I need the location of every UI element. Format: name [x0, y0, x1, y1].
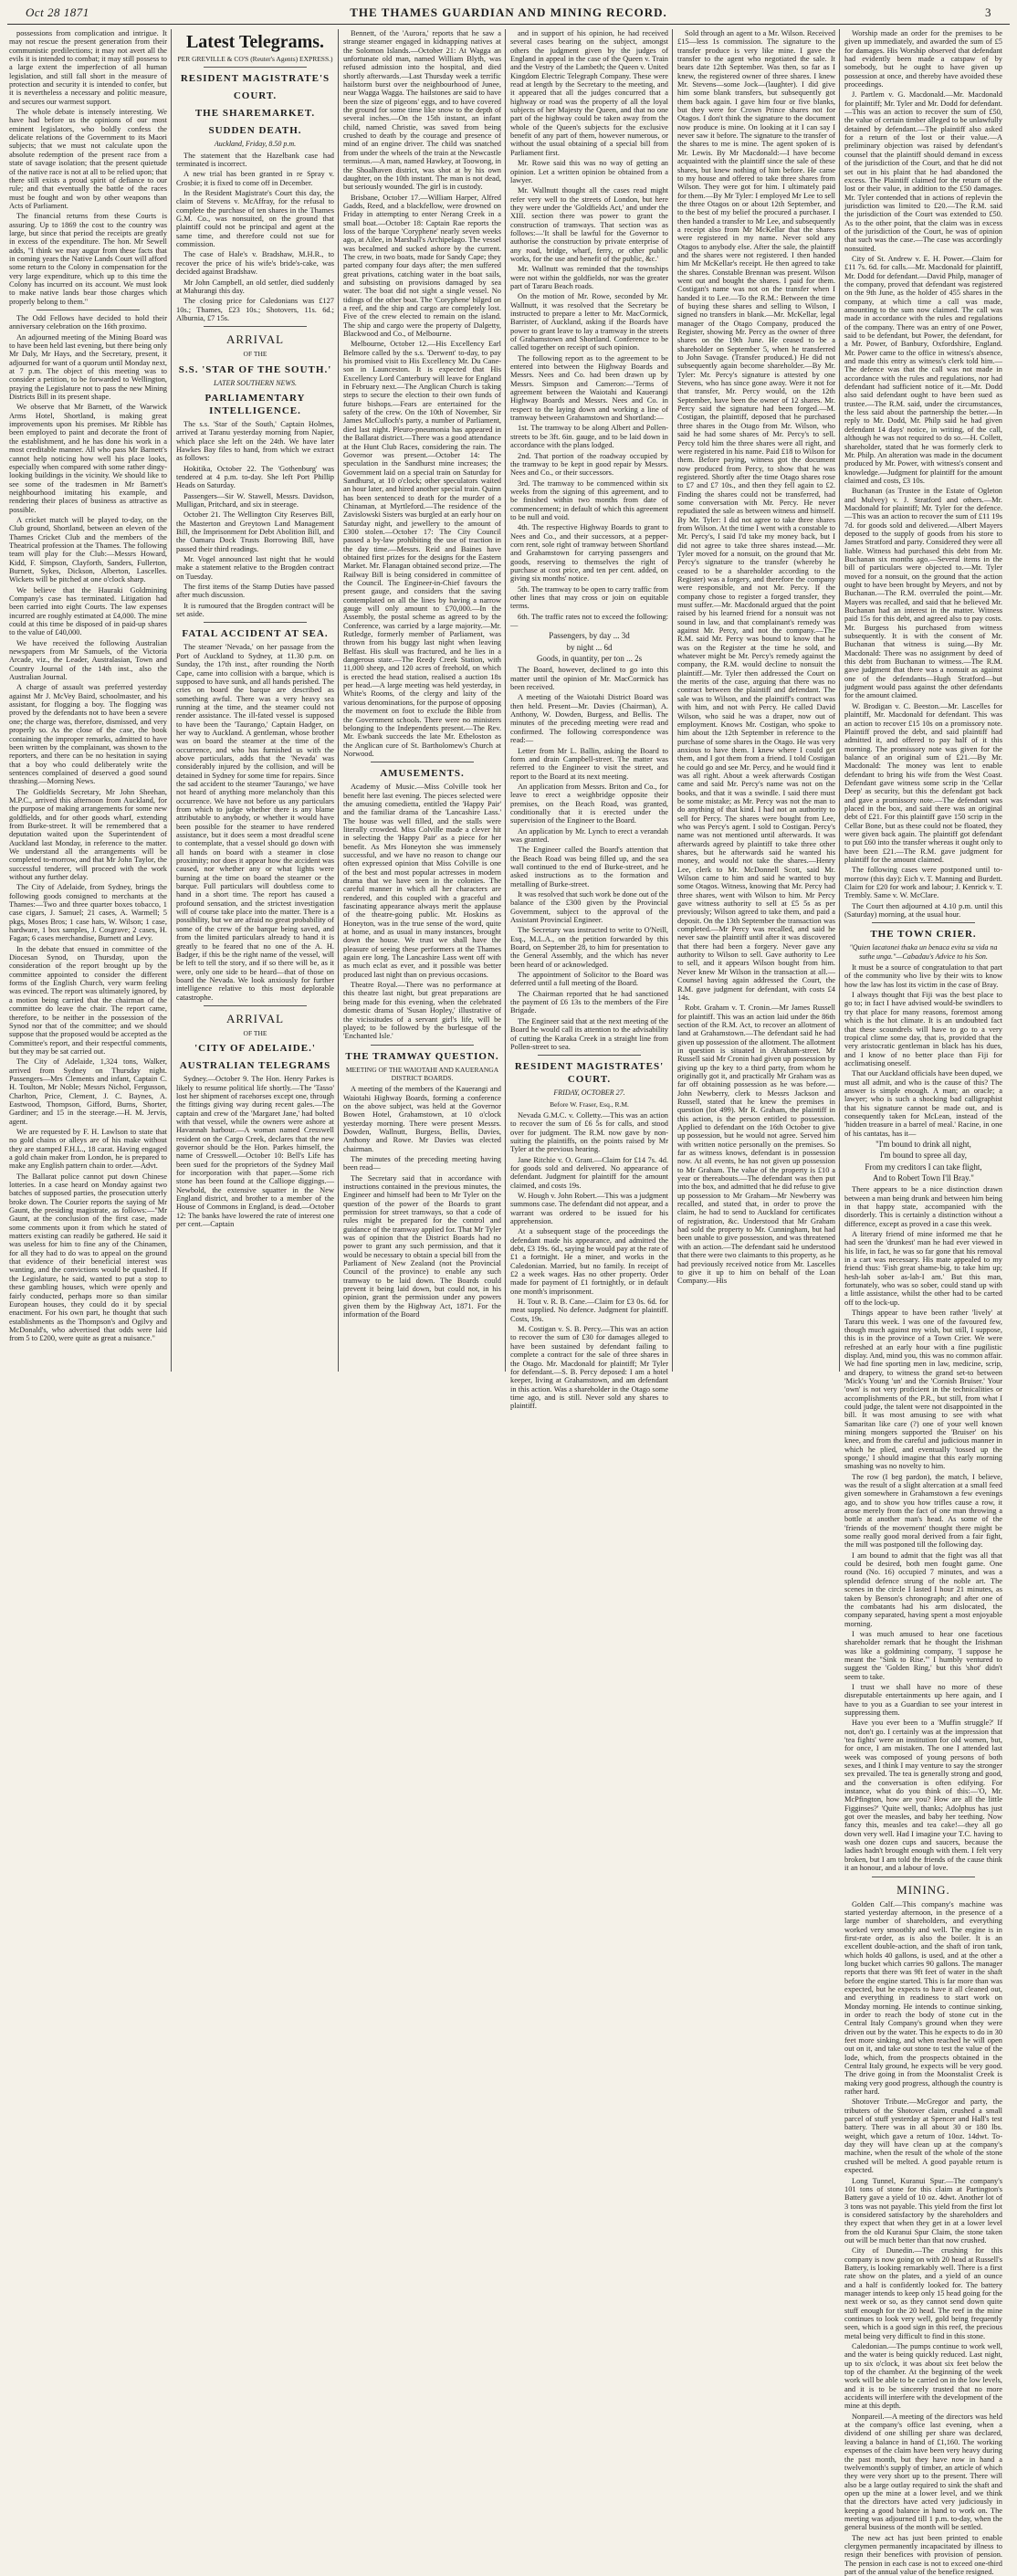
paragraph: H. Tout v. R. B. Cane.—Claim for £3 0s. 6d. for meat supplied. No defence. Judgment for plaintiff. Costs, 19s. [510, 1298, 668, 1323]
rm-courts-heading: RESIDENT MAGISTRATES' COURT. [514, 1061, 665, 1086]
paragraph: The minutes of the preceding meeting having been read— [343, 1154, 501, 1172]
tramway-subheading: MEETING OF THE WAIOTAHI AND KAUERANGA DISTRICT BOARDS. [345, 1065, 499, 1082]
paragraph: We believe that the Hauraki Goldmining Company's case has terminated. Litigation had been carried into eight Courts. The law expenses incurred are roughly estimated at £4,000. The mine could at this time be disposed of in paid-up shares to the value of £40,000. [9, 585, 167, 637]
column-1 [9, 29, 167, 1372]
arrival-of: OF THE [243, 350, 267, 359]
paragraph: The whole debate is intensely interesting. We have had before us the opinions of our most eminent legislators, who boldly confess the delicate relations of the Government to its Maori subjects; that we must not calculate upon the absolute redemption of the present race from a state of savage isolation; that the present quietude of the native race is not at all to be relied upon; that there still exists a proud spirit of defiance to our rule; and that eventually the battle of the races must be fought and won by other weapons than Acts of Parliament. [9, 108, 167, 210]
mining-heading: MINING. [896, 1882, 950, 1897]
masthead [7, 4, 1010, 25]
paragraph: The following cases were postponed until to-morrow (this day): Eich v. T. Manning and Burdett. Claim for £20 for work and labour; J. Kenrick v. T. Trembly. Same v. W. McClare. [844, 866, 1002, 900]
paragraph: W. Hough v. John Robert.—This was a judgment summons case. The defendant did not appear, and a warrant was ordered to be issued for his apprehension. [510, 1191, 668, 1225]
paragraph: The Engineer called the Board's attention that the Beach Road was being filled up, and the sea wall continued to the end of Burke-street, and he asked instructions as to the formation and metalling of Burke-street. [510, 846, 668, 888]
latest-telegrams-subheading: PER GREVILLE & CO'S (Reuter's Agents) EXPRESS.) [177, 55, 333, 63]
fatal-accident-heading: FATAL ACCIDENT AT SEA. [182, 628, 329, 640]
paragraph: Mr. Vogel announced last night that he would make a statement relative to the Brogden contract on Tuesday. [176, 555, 334, 581]
paragraph: Shotover Tribute.—McGregor and party, the tributers of the Shotover claim, crushed a small parcel of stuff yesterday at Spencer and Hall's test battery. There was in all about 30 or 180 lbs. weight, which gave a return of 10oz. 14dwt. To-day they will have clean up at the company's machine, when the result of the whole of the stone crushed will be melted. A good payable return is expected. [844, 2098, 1002, 2175]
paragraph: The financial returns from these Courts is assuring. Up to 1869 the cost to the country was large, but since that period the receipts are greatly in excess of the expenditure. The hon. Mr Sewell adds, "I think we may augur from these facts that in coming years the Native Lands Court will afford some return to the Colony in compensation for the very large expenditure, which up to this time the Colony has incurred on its account. We must look to make native lands bear those charges which properly belong to them." [9, 212, 167, 306]
paragraph: That our Auckland officials have been duped, we must all admit, and who is the cause of this? The answer is simple enough. A man; an oracle; a lawyer; who is such a shocking bad calligraphist that his signature cannot be made out, and is consequently taken for McLean, instead of the 'hidden treasure in a barrel of meal.' Racine, in one of his cantatas, has it— [844, 1069, 1002, 1138]
parliamentary-heading: PARLIAMENTARY INTELLIGENCE. [204, 392, 306, 416]
paragraph: 2nd. That portion of the roadway occupied by the tramway to be kept in good repair by Messrs. Nees and Co., or their successors. [510, 451, 668, 478]
paragraph: We observe that Mr Barnett, of the Warwick Arms Hotel, Shortland, is making great improvements upon his premises. Mr Ribble has been employed to paint and decorate the front of the establishment, and he has done his work in a most creditable manner. All who pass Mr Barnett's cannot help noticing how well his place looks, especially when compared with some rather dingy-looking buildings in the vicinity. We should like to see some of the tradesmen in Mr Barnett's neighbourhood imitating his example, and rendering their places of business as attractive as possible. [9, 403, 167, 514]
paragraph: possessions from complication and intrigue. It may not rescue the present generation from their communistic predilections; it may not avert all the evils it is intended to combat; it may still possess to a large extent the imperfection of all human legislation, and still fall short in the measure of protection and security it is intended to confer, but it is nevertheless a necessary and politic measure, and secures our warmest support. [9, 29, 167, 106]
paragraph: It is rumoured that the Brogden contract will be set aside. [176, 601, 334, 619]
verse-line: I'm bound to spree all day, [879, 1151, 967, 1161]
paragraph: There appears to be a nice distinction drawn between a man being drunk and between him being in that happy state, accompanied with the disorderly. This is certainly a distinction without a difference, except as proved in a case this week. [844, 1185, 1002, 1228]
paragraph: Nonpareil.—A meeting of the directors was held at the company's office last evening, when a dividend of one shilling per share was declared, leaving a balance in hand of £1,160. The working expenses of the claim have been very heavy during the past month, but they have now in hand a twelvemonth's supply of timber, an article of which they were very short up to the present. There will also be a large outlay required to sink the shaft and open up the mine at a lower level, and we think that the directors have acted very judiciously in keeping a good balance in hand to work on. The meeting was adjourned till 1 p.m. to-day, when the general business of the month will be settled. [844, 2412, 1002, 2532]
column-rule [672, 29, 673, 1372]
paragraph: A literary friend of mine informed me that he had seen the 'drunkest' man he had ever viewed in his life, in fact, he was so far gone that his removal in a cart was necessary. His mate appealed to my friend thus: 'Fish great shame-big, to take him up; hesh-lah sober as-lah-I am.' But this man, fortunately, who was so sober, could stand up with a little assistance, whilst the other had to be carted off to the lock-up. [844, 1230, 1002, 1307]
paragraph: We are requested by F. H. Lawlson to state that no gold chains or alleys are of his make without they are stamped F.H.L., 18 carat. Having engaged a gold chain maker from London, he is prepared to make any English pattern chain to order.—Advt. [9, 1127, 167, 1171]
paragraph: Long Tunnel, Kuranui Spur.—The company's 101 tons of stone for this claim at Partington's Battery gave a yield of 10 oz. 4dwt. Another lot of 3 tons was not payable. This yield from the first lot is considered satisfactory by the shareholders and they expect that when they get in at a lower level from the old Kuranui Spur Claim, the stone taken out will be much better than that now crushed. [844, 2176, 1002, 2245]
ship-name: 'CITY OF ADELAIDE.' [194, 1043, 316, 1055]
column-6 [844, 29, 1002, 2576]
divider [204, 1005, 307, 1006]
ship-name: S.S. 'STAR OF THE SOUTH.' [178, 363, 332, 375]
divider [204, 326, 307, 327]
paragraph: The Goldfields Secretary, Mr John Sheehan, M.P.C., arrived this afternoon from Auckland, for the purpose of making arrangements for some new goldfields, and for other goods wharf, extending from Burke-street. It will be remembered that a deputation waited upon the Superintendent of Auckland last Monday, in reference to the matter. We understand all the arrangements will be completed to-morrow, and that Mr John Taylor, the successful tenderer, will proceed with the work without any further delay. [9, 787, 167, 881]
paragraph: Mr John Campbell, an old settler, died suddenly at Mahurangi this day. [176, 278, 334, 295]
sharemarket-heading: THE SHAREMARKET. [194, 108, 316, 120]
paragraph: Brisbane, October 17.—William Harper, Alfred Gadds, Reed, and a blackfellow, were drowned on Friday in attempting to enter Nerang Creek in a small boat.—October 18: Captain Rae reports the loss of the barque 'Coryphene' nearly seven weeks ago, at Ailee, in Marshall's Archipelago. The vessel was becalmed and sucked ashore by the current. The crew, in two boats, made for Sandy Cape; they parted company four days after; the men suffered great privations, catching water in the boat sails, and subsisting on provisions damaged by sea water. The boat did not sight a single vessel. No tidings of the other boat. The 'Coryphene' bilged on a reef, and the ship and cargo are completely lost. Five of the crew elected to remain on the island. The ship and cargo were the property of Dalgetty, Blackwood and Co., of Melbourne. [343, 193, 501, 339]
later-news-subheading: LATER SOUTHERN NEWS. [213, 378, 298, 387]
rm-court-heading-2: COURT. [233, 90, 278, 102]
paragraph: On the motion of Mr. Rowe, seconded by Mr. Wallnutt, it was resolved that the Secretary be instructed to prepare a letter to Mr. MacCormick, Barrister, of Auckland, asking if the Boards have power to grant leave to lay a tramway in the streets of Grahamstown and Shortland. Conference to be called together on receipt of such opinion. [510, 292, 668, 352]
paragraph: The first items of the Stamp Duties have passed after much discussion. [176, 583, 334, 600]
paragraph: City of St. Andrew v. E. H. Power.—Claim for £11 7s. 6d. for calls.—Mr. Macdonald for plaintiff, Mr. Dodd for defendant.—David Philp, manager of the company, proved that defendant was registered on the 9th June, as the holder of 455 shares in the company, at which time a call was made, amounting to the sum now claimed. The call was made in accordance with the rules and regulations of the company. There was an entry of one Power, said to be defendant, but Power, the defendant, for a Mr. Power, of Banbury, Oxfordshire, England. Mr. Power came to the office in witness's absence, and made this entry as witness's clerk told him.—The defence was that the call was not made in accordance with the rules and regulations, nor had defendant had sufficient notice of it.—Mr. Dodd also said defendant ought to have been sued as trustee.—The R.M. said, under the circumstances, the less said about the partnership the better.—In reply to Mr. Dodd, Mr. Philp said he had given defendant 14 days' notice, in writing, of the call, although he was not required to do so.—H. Collett, shareholder, stated that he was formerly clerk to Mr. Philp. An alteration was made in the document produced by Mr. Power, with witness's consent and knowledge.—Judgment for plaintiff for the amount claimed and costs, £3 10s. [844, 254, 1002, 485]
paragraph: The s.s. 'Star of the South,' Captain Holmes, arrived at Taranu yesterday morning from Napier, which place she left on the 24th. We have later Hawkes Bay files to hand, from which we extract as follows: [176, 419, 334, 463]
paragraph: Hokitika, October 22. The 'Gothenburg' was tendered at 4 p.m. to-day. She left Port Phillip Heads on Saturday. [176, 464, 334, 490]
paragraph: The steamer 'Nevada,' on her passage from the Port of Auckland to Sydney, at 11.30 p.m. on Sunday, the 17th inst., after rounding the North Cape, came into collision with a barque, which is supposed to have sunk, and all hands perished. The cries on board the barque are described as something awful. There was a very heavy sea running at the time, and the steamer could not render assistance. The ill-fated vessel is supposed to have been the 'Taurango,' Captain Hadger, on her way to Auckland. A gentleman, whose brother was on board the steamer at the time of the occurrence, and who has furnished us with the above particulars, adds that the 'Nevada' was considerably injured by the collision, and will be detained in Sydney for some time for repairs. Since the sad accident to the steamer 'Taurango,' we have not heard of anything more melancholy than this occurrence. We have not before us any particulars from which to judge whether there is any blame attributable to anybody, or whether it would have been possible for the steamer to have rendered assistance, but it does seem a most dreadful scene to contemplate, that a vessel should go down with all hands on board with a steamer in close proximity; nor does it appear how the accident was caused, nor whether any or what lights were burning at the time on board the steamer or the barque. Full particulars will doubtless come to hand in a short time. The report has caused a profound sensation, and the strictest investigation will of course take place into the matter. There is a possibility, but we are afraid no great probability of some of the crew of the barque being saved, and from the limited particulars already to hand it is greatly to be feared that no one of the A. H. Badger, if this be the right name of the vessel, will be left to tell the story, and if so there will be, as it were, only one side to be heard—that of those on board the Nevada. We look anxiously for further intelligence relative to this most deplorable catastrophe. [176, 643, 334, 1002]
paragraph: In the debate that ensued in committee of the Diocesan Synod, on Thursday, upon the consideration of the report brought up by the committee appointed to consider the different forms of the English Church, very warm feeling was evinced. The report was ultimately ignored, by a motion being carried that the chairman of the committee do leave the chair. The report came, therefore, to be neither in the possession of the Synod nor that of the committee; and we should suppose that the proposed would be accepted as the Committee's report, and their respectful comments, but they may be sat carried out. [9, 944, 167, 1056]
paragraph: Things appear to have been rather 'lively' at Tararu this week. I was one of the favoured few, though much against my wish, but still, I suppose, this is in the province of a Town Crier. We were refreshed at an early hour with a fine pugilistic display. And, mind you, this was no common affair. We had fine sporting men in law, medicine, scrip, and drapery, to witness the grand set-to between 'Mick's Young 'un' and the 'Cornish Bruiser.' Your 'own' is not very proficient in the technicalities or accomplishments of the P.R., but still, from what I could judge, the talent were not disappointed in the bill. It was most amusing to see with what Samaritan like care (?) one of your well known mining mongers supported the 'Bruiser' on his knee, and from the careful and judicious manner in which he plied, and eventually 'tossed up the sponge,' I should imagine that this early morning smashing was no novelty to him. [844, 1309, 1002, 1471]
paragraph: October 21. The Wellington City Reserves Bill, the Masterton and Greytown Land Management Bill, the Imprisonment for Debt Abolition Bill, and the Oamaru Dock Trusts Borrowing Bill, have passed their third readings. [176, 510, 334, 553]
paragraph: J. Partlem v. G. Macdonald.—Mr. Macdonald for plaintiff; Mr. Tyler and Mr. Dodd for defendant.—This was an action to recover the sum of £50, the value of certain timber alleged to be unlawfully detained by defendant.—The plaintiff also asked for a return of the lost or their value.—A preliminary objection was raised by defendant's counsel that the plaintiff should demand in excess of the jurisdiction of the Court, and that he did not set out in his plaint that he had abandoned the excess. The Plaintiff claimed for the return of the lost or their value, in addition to the £50 damages. Mr. Tyler contended that in actions of replevin the jurisdiction was limited to £20.—The R.M. said the jurisdiction of the Court was extended to £50. As to the other point, that the claim was in excess of the jurisdiction of the Court, he was of opinion that such was the case.—The case was accordingly nonsuited. [844, 90, 1002, 253]
sudden-death-heading: SUDDEN DEATH. [208, 125, 302, 137]
paragraph: I trust we shall have no more of these disreputable entertainments up here again, and I have to you as a Guardian to see your interest in suppressing them. [844, 1682, 1002, 1717]
tramway-heading: THE TRAMWAY QUESTION. [345, 1050, 499, 1062]
paragraph: We have received the following Australian newspapers from Mr Samuels, of the Victoria Arcade, viz., the Leader, Australasian, Town and Country Journal of the 14th inst., also the Australian Journal. [9, 638, 167, 682]
paragraph: It was resolved that such work be done out of the balance of the £300 given by the Provincial Government, subject to the approval of the Assistant Provincial Engineer. [510, 890, 668, 925]
divider [204, 622, 307, 623]
town-crier-motto: "Quien lacatonei thaka un benaca evita sa vida na suthe unga."—Cabadau's Advice to his Son. [849, 943, 998, 961]
paragraph: Mr. Wallnutt was reminded that the townships were not within the goldfields, nor was the greater part of Tararu Beach roads. [510, 265, 668, 290]
paragraph: A meeting of the members of the Kauerangi and Waiotahi Highway Boards, forming a conference on the above subject, was held at the Governor Bowen Hotel, Grahamstown, at 10 o'clock yesterday morning. There were present Messrs. Dowden, Wallnutt, Burgess, Bellis, Davies, Anthony and Rowe. Mr Davies was elected chairman. [343, 1085, 501, 1153]
divider [371, 1045, 474, 1046]
paragraph: Jane Ritchie v. O. Grant.—Claim for £14 7s. 4d. for goods sold and delivered. No appearance of defendant. Judgment for plaintiff for the amount claimed, and costs 19s. [510, 1155, 668, 1190]
paragraph: The case of Hale's v. Bradshaw, M.H.R., to recover the price of his wife's bride's-cake, was decided against Bradshaw. [176, 250, 334, 277]
paragraph: In the Resident Magistrate's Court this day, the claim of Stevens v. McAffray, for the refusal to complete the purchase of ten shares in the Thames G.M. Co., was nonsuited, on the ground that plaintiff could not be principal and agent at the same time, and therefore could not sue for commission. [176, 189, 334, 249]
fare-line: Goods, in quantity, per ton ... 2s [536, 654, 643, 664]
column-5 [677, 29, 835, 1372]
paragraph: At a subsequent stage of the proceedings the defendant made his appearance, and admitted the debt, £3 19s. 6d., saying he would pay at the rate of £1 a fortnight. He a miner, and works in the Caledonian. Married, but no family. In receipt of £2 a week wages. Has no other property. Order made for payment of £1 fortnightly, or in default one month's imprisonment. [510, 1227, 668, 1296]
paragraph: An adjourned meeting of the Mining Board was to have been held last evening, but there being only Mr Daly, Mr Hays, and the Secretary, present, it adjourned for want of a quorum until Monday next, at 7 p.m. The object of this meeting was to consider a petition, to be forwarded to Wellington, praying the Legislature not to pass the new Mining Districts Bill in its present shape. [9, 332, 167, 402]
paragraph: It must be a source of congratulation to that part of the community who live by their wits to know how the law has lost its victim in the case of Bray. [844, 963, 1002, 989]
paragraph: Melbourne, October 12.—His Excellency Earl Belmore called by the s.s. 'Derwent' to-day, to pay his promised visit to His Excellency Mr. Du Cane-son in Launceston. It is expected that His Excellency Lord Canterbury will leave for England in February next.—The Anglican Church is taking steps to secure the election to their own funds of future bishops.—Fears are entertained for the safety of the crew. On the 10th of November, Sir James McCulloch's party, a number of Parliament, died last night. Pleuro-pneumonia has appeared in the Ballarat district.—There was a good attendance at the Hunt Club Races, considering the rain. The Governor was present.—October 14: The speculation in the Sandhurst mine increases; the Government laid on a special train on Saturday for Sandhurst, at 10 o'clock; other speculators waited an hour later, and hired another special train. Quinn has been sentenced to death for the murder of a Chinaman, at Myrtleford.—The residence of the Zavislowski Sisters was burgled at an early hour on Saturday night, and jewellery to the amount of £300 stolen.—October 17: The City Council passed a by-law prohibiting the use of traction in the day time.—Messrs. Reid and Baines have obtained first prizes for the designs for the Eastern Market. Mr. Flanagan obtained second prize.—The Railway Bill is being considered in committee of the Council. The Engineer-in-Chief favours the present gauge, and considers that the saving contemplated on all the lines by having a narrow gauge will only amount to £70,000.—In the Assembly, the postal scheme as agreed to by the Conference, was carried by a large majority.—Mr. Rutledge, formerly member of Parliament, was thrown from his buggy last night when leaving Belfast. His skull was fractured, and he lies in a dangerous state.—The Reedy Creek Station, with 11,000 sheep, and 120 acres of freehold, on which is erected the head station, realised a auction 18s per head.—A large meeting was held yesterday, in White's Rooms, of the clergy and laity of the various denominations, for the purpose of opposing the movement on foot to exclude the Bible from the Government schools. There were no ministers belonging to the Independents present.—The Rev. Mr. Ewbank succeeds the late Mr. Etheloston as the Anglican cure of St. Bartholomew's Church at Norwood. [343, 340, 501, 758]
divider [872, 922, 975, 923]
paragraph: The City of Adelaide, 1,324 tons, Walker, arrived from Sydney on Thursday night. Passengers—Mrs Clements and infant, Captain C. H. Toulton, Mr Noble; Messrs Nichol, Fergusson, Charlton, Price, Clement, J. C. Baynes, A. Eastwood, Thompson, Gifford, Burns, Shorter, Gardiner; and 15 in the steerage.—H. M. Jervis, agent. [9, 1057, 167, 1126]
verse-line: "I'm bound to drink all night, [875, 1139, 971, 1149]
fare-line: by night ... 6d [566, 642, 613, 652]
column-rule [505, 29, 506, 1372]
paragraph: A new trial has been granted in re Spray v. Crosbie; it is fixed to come off in December. [176, 170, 334, 187]
paragraph: Mr. Rowe said this was no way of getting an opinion. Let a written opinion be obtained from a lawyer. [510, 159, 668, 184]
dateline: Auckland, Friday, 8.50 p.m. [214, 140, 297, 149]
paragraph: The Chairman reported that he had sanctioned the payment of £6 13s to the members of the Fire Brigade. [510, 989, 668, 1015]
paragraph: The Odd Fellows have decided to hold their anniversary celebration on the 16th proximo. [9, 314, 167, 331]
column-rule [171, 29, 172, 1372]
column-3 [343, 29, 501, 1372]
arrival-heading: ARRIVAL [225, 332, 285, 347]
paragraph: Nevada G.M.C. v. Colletty.—This was an action to recover the sum of £6 5s for calls, and stood over for judgment. The R.M. now gave by non-suiting the plaintiffs, on the points raised by Mr Tyler at the previous hearing. [510, 1110, 668, 1154]
paragraph: A meeting of the Waiotahi District Board was then held. Present—Mr. Davies (Chairman), A. Anthony, W. Dowden, Burgess, and Bellis. The minutes of the preceding meeting were read and confirmed. The following correspondence was read:— [510, 693, 668, 745]
latest-telegrams-heading: Latest Telegrams. [185, 32, 325, 52]
verse-line: And to Robert Town I'll Bray." [873, 1173, 974, 1183]
paragraph: A cricket match will be played to-day, on the Club ground, Shortland, between an eleven of the Thames Cricket Club and the members of the Theatrical profession at the Thames. The following team will play for the Club:—Messrs Howard, Kidd, F. Simpson, Clayforth, Sanders, Fullerton, Burnett, Sykes, Dickson, Alberton, Lascelles. Wickets will be pitched at one o'clock sharp. [9, 515, 167, 584]
paragraph: The closing price for Caledonians was £127 10s.; Thames, £23 10s.; Shotovers, 11s. 6d.; Alburnia, £7 15s. [176, 297, 334, 322]
divider [204, 67, 307, 68]
paragraph: I always thought that Fiji was the best place to go to; in fact I have advised would-be swindlers to try that place for many reasons, foremost among which is the hot climate. It is an undoubted fact that these scoundrels will have to go to a very tropical clime some day, that is, provided that the very aristocratic gentleman in black has his dues, and I know of no better place than Fiji for acclimatising oneself. [844, 991, 1002, 1067]
column-rule [839, 29, 840, 1372]
paragraph: An application from Messrs. Briton and Co., for leave to erect a weighbridge opposite their premises, on the Beach Road, was granted, conditionally that it is erected under the supervision of the Engineer to the Board. [510, 782, 668, 825]
rm-court-heading: RESIDENT MAGISTRATE'S [180, 73, 330, 85]
paragraph: W. Brodigan v. C. Beeston.—Mr. Lascelles for plaintiff, Mr. Macdonald for defendant. This was an action to recover £15 10s on a promissory note. Plaintiff proved the debt, and said plaintiff had admitted it, and offered to pay half of it this morning. The promissory note was given for the balance of an original sum of £21.—By Mr. Macdonald: The money was lent to enable defendant to bring his wife from the West Coast. Defendant gave witness some scrip in the 'Cellar Deep' as security, but this the defendant got back and gave a promissory note.—The defendant was placed in the box, and said there was an original debt of £21. For this plaintiff gave 150 scrip in the Cellar Bone, but as these could not be floated, they were given back again. The plaintiff got defendant to put £60 into the transfer whereas it ought only to have been £21.—The R.M. gave judgment for plaintiff for the amount claimed. [844, 701, 1002, 864]
australian-telegrams-heading: AUSTRALIAN TELEGRAMS [179, 1060, 331, 1072]
paragraph: Robt. Graham v. T. Cronin.—Mr James Russell for plaintiff. This was an action laid under the 86th section of the R.M. Act, to recover an allotment of land at Grahamstown.—The defendant said he had given up possession of the allotment. The allotment in question is situated in Abraham-street. Mr Russell said Mr Cronin had given up possession by giving up the key to a third party, from whom he originally got it, and practically Mr Graham was as far off obtaining possession as he was before.—John Newberry, clerk to Messrs Jackson and Russell, stated that he knew the premises in question (lot 499). Mr R. Graham, the plaintiff in this action, is the person entitled to possession. Applied to defendant on the 16th October to give up possession, but he would not agree. Served him with written notice personally on the premises. So far as witness knows, defendant is in possession now. At all events, he has not given up possession to Mr Graham. The value of the property is £10 a year or thereabouts.—The defendant was then put into the box, and admitted that he did refuse to give up possession to Mr Graham—Mr Newberry was recalled, and stated that, in order to prove the claim, he had to send to Auckland for certificates of registration, &c. Understood that Mr Graham had sold the property to Mr. Cunningham, but had been unable to give possession, and was threatened with an action.—The defendant said he understood that there were two claimants to this property, as he had previously received notice from Mr. Lascelles to give it up to him on behalf of the Loan Company.—His [677, 1004, 835, 1286]
paragraph: Sold through an agent to a Mr. Wilson. Received £15—less 1s commission. The signature to the transfer produce is very like mine. I gave the transfer to the agent who negotiated the sale. It bears date 12th September. Was then, so far as I knew, the registered owner of three shares. I knew Mr. Stevens—some Jock—(laughter). I did give him some blank transfers, but subsequently got them back again. I gave him four or five blanks, but they were for Crown Prince shares not for Otagos. I don't think the signature to the document now produce is mine. On looking at it I can say I never saw it before. The signature to the transfer of the shares to me is mine. The agent spoken of is Mr. Lewis. By Mr Macdonald:—I have become acquainted with the plaintiff since the sale of these shares, but knew nothing of him before. He came to my house and offered to take three shares from Wilson. They were got for him. I ultimately paid for them.—By Mr Tyler: I employed Mr Lee to sell the three Otagos on or about 12th September, and to the best of my belief the procured a purchaser. I then handed a transfer to Mr Lee, and subsequently a receipt also from Mr McKellar that the shares were registered in my name. Never sold any Otagos to anybody else. After the sale, the plaintiff and the shares were not registered. I then handed him Mr McKellar's receipt. He then agreed to take the shares. Constable Brennan was present. Wilson went out and bought the shares. I paid for them. Costigan's name was not on the transfer when I handed it to Lee.—To the R.M.: Between the time of buying these shares and selling to Wilson, I signed no transfers in blank.—Mr. McKellar, legal manager of the Otago Company, produced the Register, showing Mr. Percy as the owner of three shares on the 19th June. He ceased to be a shareholder on September 5, when he transferred to John Savage. (Transfer produced.) He did not subsequently again become shareholder.—By Mr. Tyler: Mr. Percy's signature is attested by one Stevens, who has since gone away. Were it not for that transfer, Mr. Percy would, on the 12th September, have been the owner of 12 shares. Mr. Percy said the signature had been forged.—M. Costigan, the plaintiff, deposed that he purchased three shares in the Otago from Mr. Wilson, who said he had some shares of Mr. Percy's to sell. Percy told him the three shares were all right, and were registered in his name. Paid £18 to Wilson for them. Before paying, witness got the document now produced from Percy, to show that he was registered. Shortly after the time Otago shares rose to £7 and £7 10s., and then they fell again to £2. Finding the shares could not be transferred, had some conversation with Mr. Percy. He never repudiated the sale as between witness and himself. By Mr. Tyler: I did not agree to take three shares from Wilson. At the time I went with a constable to Mr. Percy's, I said I'd take my money back, but I did not agree to take three shares instead.—Mr. Tyler moved for a nonsuit, on the ground that Mr. Percy's signature to the transfer (whereby he ceased to be a shareholder according to the Register) was a forgery, and therefore the company were responsible, and not Mr. Percy. If the company chose to register a forged transfer, they must suffer.—Mr. Macdonald argued that the point raised by his learned friend for a nonsuit was not sound in law, and that complainant's remedy was against Mr. Percy, and not the company.—The R.M. said Mr. Percy was bound to know that he was on the Register at the time he sold, and whatever might be Mr. Percy's remedy against the company, the R.M. would decline to nonsuit the plaintiff.—Mr. Tyler then addressed the Court on the merits of the case, arguing that there was no contract between the plaintiff and defendant. The sale was to Wilson, and the plaintiff's contract was with him, and not with Percy. He called David Wilson, who said he was a draper, now out of employment. Knows Mr. Costigan, who spoke to him about the 12th September in reference to the purchase of some shares in the Otago. He was very anxious to have them. I knew where I could get them, and I got them from a friend. I told Costigan he could go and see Mr. Percy, and he would find it was all right. About a week afterwards Costigan came and said Mr. Percy's name was not on the books, and that it was a swindle. I said there must be some mistake; as Mr. Percy was not the man to do anything of that kind. I had not an authority to sell for Percy. The shares were bought from Lee, who was Percy's agent. I sold to Costigan. Percy's name was not mentioned until afterwards. It was afterwards agreed by plaintiff to take three other shares, but he afterwards said he wanted his money, and would not take the shares.—Henry Lee, clerk to Mr. McDonnell Scott, said Mr. Wilson came to him and said he wanted to buy some Otagos. Witness, knowing that Mr. Percy had three shares, went with Wilson to him. Mr Percy gave witness authority to sell at £5 5s as per previously; Wilson agreed to take them, and paid a deposit. On the 13th September the transaction was completed.—Mr Percy was recalled, and said he never saw the plaintiff until after it was discovered that there had been a forgery. Never gave any authority to Wilson to sell. Gave authority to Lee to sell, and it appears Wilson bought from him. Never knew Mr Wilson in the transaction at all.—Counsel having again addressed the Court, the R.M. gave judgment for defendant, with costs £4 14s. [677, 29, 835, 1002]
paragraph: 6th. The traffic rates not to exceed the following:— [510, 612, 668, 630]
paragraph: Worship made an order for the premises to be given up immediately, and awarded the sum of £5 for damages. His Worship observed that defendant had evidently been made a catspaw of by somebody, but he ought to have given up possession at once, and thereby have avoided these proceedings. [844, 29, 1002, 89]
paragraph: I was much amused to hear one facetious shareholder remark that he thought the Irishman was like a goldmining company, 'I suppose he meant the "Sink to Rise."' I humbly ventured to suggest the 'Golden Ring,' but this 'shot' didn't seem to take. [844, 1629, 1002, 1681]
court-date: FRIDAY, OCTOBER 27. [553, 1088, 625, 1098]
issue-date: Oct 28 1871 [26, 5, 89, 19]
arrival-heading: ARRIVAL [225, 1011, 285, 1025]
arrival-of: OF THE [243, 1028, 267, 1037]
page-number: 3 [985, 5, 991, 19]
paragraph: M. Costigan v. S. B. Percy.—This was an action to recover the sum of £30 for damages alleged to have been sustained by defendant failing to complete a contract for the sale of three shares in the Otago. Mr. Macdonald for plaintiff; Mr Tyler for defendant.—S. B. Percy deposed: I am a hotel keeper, living at Grahamstown, and am defendant in this action. Was a shareholder in the Otago some time ago, and is still. Never sold any shares to plaintiff. [510, 1325, 668, 1411]
paragraph: The Court then adjourned at 4.10 p.m. until this (Saturday) morning, at the usual hour. [844, 901, 1002, 920]
paragraph: Passengers—Sir W. Stawell, Messrs. Davidson, Mulligan, Pritchard, and six in steerage. [176, 491, 334, 509]
paragraph: Caledonian.—The pumps continue to work well, and the water is being quickly reduced. Last night, up to six o'clock, it was about six feet below the top of the chamber. At the beginning of the week work will be able to be carried on in the low levels, and it is to be sincerely trusted that no more accidents will interfere with the development of the mine at this depth. [844, 2342, 1002, 2411]
paragraph: Have you ever been to a 'Muffin struggle?' If not, don't go. I certainly was at the impression that 'tea fights' were an institution for old women, but, for once, I am mistaken. The one I attended last week was composed of young persons of both sexes, and I think I may venture to say the stronger sex prevailed. The tea is generally strong and good, and the conversation is often edifying. For instance, what do you think of this:—'O, Mr. McPfington, how are you? How are all the little Figginses?' 'Quite well, thanks; Adolphus has just got over the measles, and baby her teething. Now fancy this, measles and tea cake!—they all go down very well. Had I imagine your T.C. having to wash one dozen cups and saucers, because the ladies hadn't brought enough with them. I felt very broken, but I am told the friends of the cause think it an honour, and a labour of love. [844, 1719, 1002, 1873]
paragraph: The statement that the Hazelbank case had terminated is incorrect. [176, 151, 334, 169]
paragraph: City of Dunedin.—The crushing for this company is now going on with 20 head at Russell's Battery, is looking remarkably well. There is a first rate show on the plates, and a yield of an ounce and a half is confidently looked for. The battery manager intends to keep only 15 head going for the next week or so, as they cannot send down quite stuff enough for the 20 head. The reef in the mine continues to look very well, gold being frequently seen, which is a good sign in this reef, the precious metal being very difficult to find in this stone. [844, 2246, 1002, 2340]
paragraph: The Engineer said that at the next meeting of the Board he would call its attention to the advisability of cutting the Karaka Creek in a straight line from Pollen-street to sea. [510, 1016, 668, 1051]
paragraph: The appointment of Solicitor to the Board was deferred until a full meeting of the Board. [510, 971, 668, 988]
paragraph: Buchanan (as Trustee in the Estate of Ogleton and Mulvey) v. J. Stratford and others.—Mr. Macdonald for plaintiff; Mr. Tyler for the defence.—This was an action to recover the sum of £11 19s 7d. for goods sold and delivered.—Albert Mayers deposed to the supply of goods from his store to James Stratford and party. Considered they were all liable. Witness had purchased this debt from Mr. Buchanan six months ago.—Several items in the bill of particulars were objected to.—Mr. Tyler moved for a nonsuit, on the ground that the action ought to have been brought by Meyers, and not by Buchanan.—The R.M. overruled the point.—Mr. Mayers was recalled, and said that he believed Mr. Buchanan had an interest in the matter. Witness paid 15s for this debt, and agreed also to pay costs. Mr. Burgess his purchased from witness subsequently. It is with the consent of Mr. Buchanan that witness is suing.—By Mr. Macdonald: There was no assignment by deed of this debt from Buchanan to witness.—The R.M. gave judgment that there was a nonsuit as against one of the defendants—Hugh Stratford—but judgment would pass against the other defendants for the amount claimed. [844, 487, 1002, 700]
column-4 [510, 29, 668, 1411]
divider [538, 1055, 641, 1056]
column-rule [338, 29, 339, 1372]
paragraph: Letter from Mr L. Ballin, asking the Board to form and drain Campbell-street. The matter was referred to the Engineer to visit the street, and report to the Board at its next meeting. [510, 746, 668, 781]
paragraph: The Board, however, declined to go into this matter until the opinion of Mr. MacCormick has been received. [510, 666, 668, 692]
town-crier-heading: THE TOWN CRIER. [870, 929, 977, 941]
paragraph: The new act has just been printed to enable clergymen permanently incapacitated by illness to resign their benefices with provision of pension. The pension in each case is not to exceed one-third part of the annual value of the benefice resigned. [844, 2533, 1002, 2576]
paragraph: The Ballarat police cannot put down Chinese lotteries. In a case heard on Monday against two batches of supposed parties, the prosecution utterly broke down. The Courier reports the saying of Mr Gaunt, the presiding magistrate, as follows:—"Mr Gaunt, at the conclusion of the first case, made some comments upon it from which he stated of matters existing can readily be gathered. He said it was useless for him to fine any of the Chinamen, for all they had to do was to appeal on the ground that evidence of their beneficial interest was wanting, and the convictions would be quashed. If the Legislature, he said, wanted to put a stop to these gambling houses, which were openly and fairly conducted, perhaps more so than similar European houses, they could do it by special enactment. For his own part, he thought that such establishments as the Thompson's and Ogilvy and McDonald's, who advertised that odds were laid from 5 to £200, were quite as great a nuisance." [9, 1172, 167, 1343]
paragraph: Mr. Wallnutt thought all the cases read might refer very well to the streets of London, but here they were under the 'Goldfields Act,' and under the XIII. section there was power to grant the construction of tramways. That section was as follows:—'It shall be lawful for the Governor to authorise the construction by private enterprise of any road, bridge, wharf, ferry, or other public works, for the use and benefit of the public, &c.' [510, 186, 668, 263]
paragraph: 1st. The tramway to be along Albert and Pollen-streets to be 3ft. 6in. gauge, and to be laid down in accordance with the plans lodged. [510, 424, 668, 450]
paragraph: Bennett, of the 'Aurora,' reports that he saw a strange steamer engaged in kidnapping natives at the Solomon Islands.—October 21: At Wagga an unfortunate old man, named William Blyth, was refused admission into the hospital, and died shortly afterwards.—Last Thursday week a terrific hailstorm burst over the neighbourhood of Junee, near Wagga Wagga. The hailstones are said to have been the size of pigeons' eggs, and to have covered the ground for some time like snow to the depth of several inches.—On the 15th instant, an infant child, named Christie, was saved from being crushed to death by the courage and presence of mind of an engine driver. The child was snatched from under the wheels of the train at the Newcastle terminus.—A man, named Hawkey, at Toowong, in the Shoalhaven district, was shot at by his own daughter, on the 10th instant. The man is not dead, but seriously wounded. The girl is in custody. [343, 29, 501, 192]
paragraph: The Secretary was instructed to write to O'Neill, Esq., M.L.A., on the petition forwarded by this Board, on September 28, to him for presentation to the General Assembly, and the which has never been heard of or acknowledged. [510, 926, 668, 969]
paragraph: An application by Mr. Lynch to erect a verandah was granted. [510, 826, 668, 844]
paragraph: A charge of assault was preferred yesterday against Mr J. McVey Baird, schoolmaster, and his assistant, for flogging a boy. The flogging was proved by the defendants not to have been a severe one; the charge was, therefore, dismissed, and very properly so. As the close of the case, the book containing the improper remarks, admitted to have been written by the complainant, was shown to the reporters, and there can be no hesitation in saying that a boy who could deliberately write the sentences complained of deserved a good sound thrashing.—Morning News. [9, 683, 167, 786]
fare-line: Passengers, by day ... 3d [549, 631, 630, 641]
paragraph: 5th. The tramway to be open to carry traffic from other lines that may cross or join on equitable terms. [510, 584, 668, 611]
paragraph: 3rd. The tramway to be commenced within six weeks from the signing of this agreement, and to be finished within two months from date of commencement; in default of which this agreement to be null and void. [510, 478, 668, 521]
amusements-heading: AMUSEMENTS. [380, 768, 465, 780]
verse-line: From my creditors I can take flight, [865, 1162, 982, 1172]
newspaper-title: THE THAMES GUARDIAN AND MINING RECORD. [350, 5, 667, 19]
paragraph: The City of Adelaide, from Sydney, brings the following goods consigned to merchants at the Thames:—Two and three quarter boxes tobacco, 1 case cigars, J. Samuel; 21 cases, A. Warmell; 5 pkgs, Moses Bros; 1 case hats, W. Wilson; 1 case, hardware, 1 box samples, J. Cosgrave; 2 cases, H. Fagan; 6 cases merchandise, Burnett and Levy. [9, 883, 167, 943]
paragraph: Golden Calf.—This company's machine was started yesterday afternoon, in the presence of a large number of shareholders, and everything worked very smoothly and well. The engine is in first-rate order, as is also the boiler. It is an excellent double-action, and the shaft of iron tank, which holds 40 gallons, is used, and at the other a long bucket which carries 90 gallons. The manager reports that there was 9ft feet of water in the shaft before the engine started. This is far more than was expected, but he expects to have it all cleaned out, and everything in readiness to start work on Monday morning. He intends to continue sinking, in order to reach the body of stone cut in the Central Italy Company's ground when they were driven out by the water. This he expects to do in 30 feet more sinking, and when reached he will open out on it, and take out stone to test the value of the lode, which, from the prospects obtained in the Central Italy ground, he expects will be very good. The drive going in from the Moonstalist Creek is making very good progress, although the country is rather hard. [844, 1899, 1002, 2097]
paragraph: I am bound to admit that the fight was all that could be desired, both men fought game. One round (No. 16) occupied 7 minutes, and was a splendid defence strung of the noble art. The scenes in the circle I lasted I hour 21 minutes, as taken by Benson's chronograph; and after one of the combatants had his arm dislocated, the company separated, having spent a most enjoyable morning. [844, 1551, 1002, 1628]
paragraph: The Secretary said that in accordance with instructions contained in the previous minutes, the Engineer and himself had been to Mr Tyler on the question of the power of the Boards to grant permission for street tramways, so that a code of rules might be prepared for the control and guidance of the tramway applied for. That Mr Tyler was of opinion that the District Boards had no power to grant any such permission, and that it would be necessary to obtain a special bill from the Parliament of New Zealand (not the Provincial Council of the province) to enable any such tramway to be laid down. The Boards could prevent it being laid down, but could not, in his opinion, grant the permission under any powers given them by the Highway Act, 1871. For the information of the Board [343, 1173, 501, 1320]
court-before: Before W. Fraser, Esq., R.M. [550, 1099, 629, 1109]
column-2 [176, 29, 334, 1372]
paragraph: and in support of his opinion, he had received several cases bearing on the subject, amongst others the judgment given by the judges of England in appeal in the case of the Queen v. Train and the Vestry of the Lambeth; the Queen v. United Kingdom Electric Telegraph Company. These were read at length by the Secretary to the meeting, and it appeared that all the judges concurred that a highway or road was the property of all the loyal subjects of her Majesty the Queen, and that no one part of the highway could be taken away from the whole of the Queen's subjects for the exclusive benefit of any part of them, however numerous, or without the usual obtaining of a special bill from Parliament first. [510, 29, 668, 157]
paragraph: Theatre Royal.—There was no performance at this theatre last night, but great preparations are being made for this evening, when the celebrated domestic drama of 'Susan Hopley,' illustrative of the vicissitudes of a servant girl's life, will be played; to be followed by the burlesque of the 'Enchanted Isle.' [343, 981, 501, 1041]
paragraph: Academy of Music.—Miss Colville took her benefit here last evening. The pieces selected were the amusing comedietta, entitled the 'Happy Pair' and the familiar drama of the 'Lancashire Lass.' The house was well filled, and the stalls were literally crowded. Miss Colville made a clever hit in selecting the 'Happy Pair' as a piece for her benefit. As Mrs Honeyton she was immensely successful, and we have no reason to change our often expressed opinion that Miss Colville is one of the best and most popular actresses in modern drama that we have seen in the colonies. The careful manner in which all her characters are rendered, and this coupled with a graceful and fascinating appearance always merit the applause of the theatre-going public. Mr. Hoskins as Honeyton, was in the true sense of the word, quite at home, and as usual in many instances, brought down the house. We trust we shall have the pleasure of seeing these performers at the Thames again ere long. The Lancashire Lass went off with as much eclat as ever, and it possible was better produced last night than on previous occasions. [343, 783, 501, 979]
paragraph: Sydney.—October 9. The Hon. Henry Parkes is likely to resume political life shortly.—The 'Tasso' lost her shipment of racehorses except one, through the fittings giving way during recent gales.—The captain and crew of the 'Margaret Jane,' had bolted with that vessel, while the owners were ashore at Havannah harbour.—A woman named Cresswell resident on the Cargo Creek, declares that the new governor should be the Hon. Parkes himself, the name of Cresswell.—October 10: Bell's Life has been sued for the proprietors of the Sydney Mail for incorporation with that paper.—Some rich stone has been found at the Calliope diggings.—Newbold, the extensive squatter in the New England district, and brother to a member of the House of Commons in England, is dead.—October 12: The banks have lowered the rate of interest one per cent.—Captain [176, 1075, 334, 1229]
paragraph: The row (I beg pardon), the match, I believe, was the result of a slight altercation at a small feed given somewhere in Grahamstown a few evenings ago, and to show you how trifles cause a row, it arose merely from the fact of one man throwing a bottle at another man's head. As some of the 'friends of the movement' thought there might be some really good moral derived from a fair fight, the mill was postponed till the following day. [844, 1472, 1002, 1550]
paragraph: The following report as to the agreement to be entered into between the Highway Boards and Messrs. Nees and Co. had been drawn up by Messrs. Simpson and Cameron:—'Terms of agreement between the Waiotahi and Kauerangi Highway Boards and Messrs. Nees and Co. in respect to the laying down and working a line of tramway between Grahamstown and Shortland:— [510, 353, 668, 423]
paragraph: 4th. The respective Highway Boards to grant to Nees and Co., and their successors, at a pepper-corn rent, sole right of tramway between Shortland and Grahamstown for carrying passengers and goods, reserving to themselves the right of purchase at cost price, and ten per cent. added, on giving six months' notice. [510, 523, 668, 584]
